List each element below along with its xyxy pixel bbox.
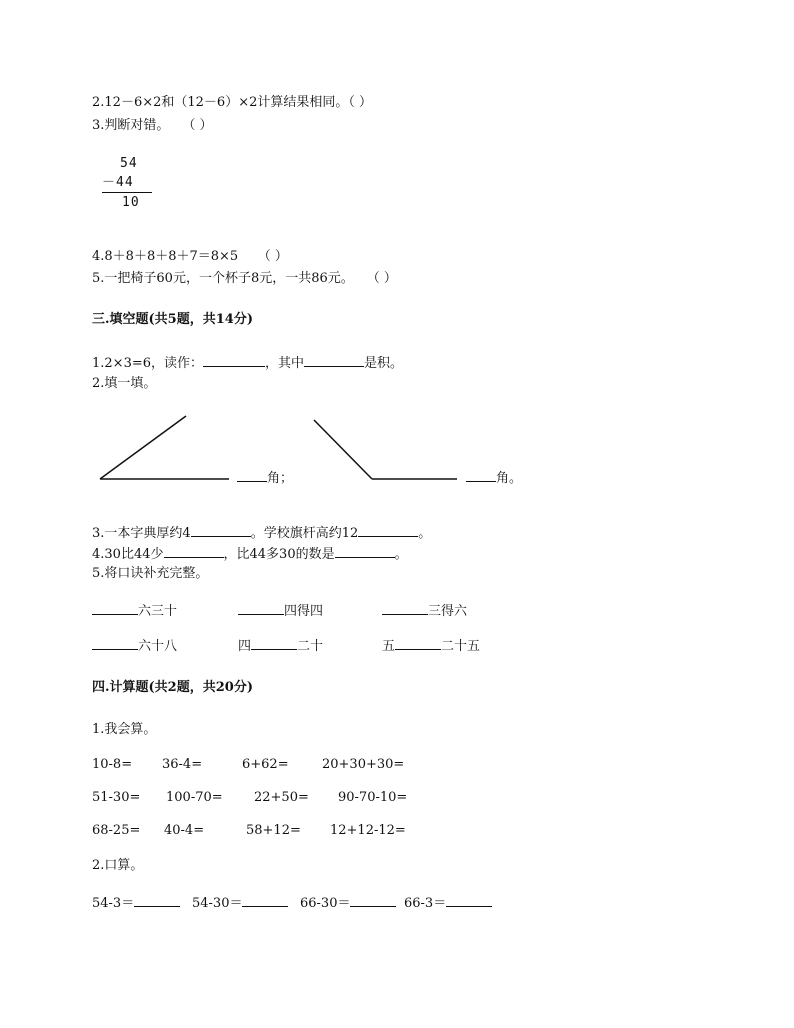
calc-item: 90-70-10= (338, 790, 408, 805)
calc-item: 58+12= (246, 823, 301, 838)
fill-blank[interactable] (164, 545, 224, 558)
mnemonic-text: 二十五 (441, 639, 481, 654)
oral-text: 54-3＝ (92, 896, 135, 911)
calc-item: 51-30= (92, 790, 141, 805)
mnemonic-text: 五 (382, 639, 396, 654)
oral-item (92, 894, 180, 912)
fill-blank[interactable] (251, 637, 297, 650)
fill-q3 (92, 524, 431, 542)
fill-blank[interactable] (237, 469, 267, 482)
fill-blank[interactable] (350, 894, 396, 907)
calc-item: 100-70= (166, 790, 223, 805)
fill-blank[interactable] (466, 469, 496, 482)
calc-q2: 2.口算。 (92, 858, 144, 873)
oral-text: 66-3＝ (404, 896, 447, 911)
mnemonic-r1c1 (92, 602, 177, 620)
judge-q3: 3.判断对错。 （ ） (92, 118, 213, 133)
fill-blank[interactable] (238, 602, 284, 615)
vertical-result: 10 (122, 195, 140, 210)
judge-q2: 2.12－6×2和（12－6）×2计算结果相同。（ ） (92, 95, 372, 110)
judge-q4: 4.8＋8＋8＋8＋7＝8×5 （ ） (92, 249, 288, 264)
angle1-ray-a (100, 416, 186, 479)
calc-item: 6+62= (242, 757, 289, 772)
mnemonic-text: 四 (238, 639, 252, 654)
calc-item: 22+50= (254, 790, 309, 805)
mnemonic-r1c2 (238, 602, 323, 620)
mnemonic-text: 六三十 (138, 604, 178, 619)
fill-q3-a: 3.一本字典厚约4 (92, 526, 191, 541)
mnemonic-text: 二十 (297, 639, 324, 654)
angle1-answer (237, 469, 293, 487)
fill-q2: 2.填一填。 (92, 376, 157, 391)
mnemonic-text: 三得六 (428, 604, 468, 619)
fill-q4-c: 。 (394, 547, 408, 562)
calc-item: 36-4= (162, 757, 203, 772)
calc-item: 10-8= (92, 757, 133, 772)
oral-item (192, 894, 288, 912)
angle2-answer (466, 469, 522, 487)
fill-blank[interactable] (335, 545, 395, 558)
fill-blank[interactable] (191, 524, 251, 537)
angle2-suffix: 角。 (496, 471, 523, 486)
oral-text: 66-30＝ (300, 896, 351, 911)
fill-blank[interactable] (134, 894, 180, 907)
fill-q1-suffix: 是积。 (364, 356, 404, 371)
fill-q4-b: ，比44多30的数是 (223, 547, 335, 562)
calc-q1: 1.我会算。 (92, 722, 157, 737)
fill-blank[interactable] (92, 637, 138, 650)
mnemonic-r2c3 (382, 637, 480, 655)
vertical-top: 54 (120, 156, 138, 171)
fill-blank[interactable] (382, 602, 428, 615)
judge-q5: 5.一把椅子60元，一个杯子8元，一共86元。 （ ） (92, 271, 397, 286)
fill-blank[interactable] (242, 894, 288, 907)
fill-q3-c: 。 (418, 526, 432, 541)
mnemonic-r2c1 (92, 637, 177, 655)
mnemonic-r1c3 (382, 602, 467, 620)
angle1-suffix: 角； (267, 471, 294, 486)
oral-text: 54-30＝ (192, 896, 243, 911)
mnemonic-text: 四得四 (284, 604, 324, 619)
angle2-ray-a (314, 420, 372, 479)
fill-q3-b: 。学校旗杆高约12 (250, 526, 359, 541)
fill-q1-mid: ，其中 (265, 356, 305, 371)
section4-title: 四.计算题(共2题，共20分) (92, 680, 253, 695)
oral-item (300, 894, 396, 912)
fill-q1-prefix: 1.2×3=6，读作： (92, 356, 204, 371)
fill-q5: 5.将口诀补充完整。 (92, 566, 209, 581)
fill-q4 (92, 545, 408, 563)
calc-item: 20+30+30= (322, 757, 405, 772)
fill-blank[interactable] (395, 637, 441, 650)
calc-item: 68-25= (92, 823, 141, 838)
fill-q4-a: 4.30比44少 (92, 547, 164, 562)
fill-blank[interactable] (446, 894, 492, 907)
section3-title: 三.填空题(共5题，共14分) (92, 312, 253, 327)
mnemonic-text: 六十八 (138, 639, 178, 654)
vertical-middle: －44 (102, 175, 134, 190)
calc-item: 40-4= (164, 823, 205, 838)
calc-item: 12+12-12= (330, 823, 406, 838)
fill-blank[interactable] (92, 602, 138, 615)
mnemonic-r2c2 (238, 637, 323, 655)
oral-item (404, 894, 492, 912)
fill-blank[interactable] (358, 524, 418, 537)
